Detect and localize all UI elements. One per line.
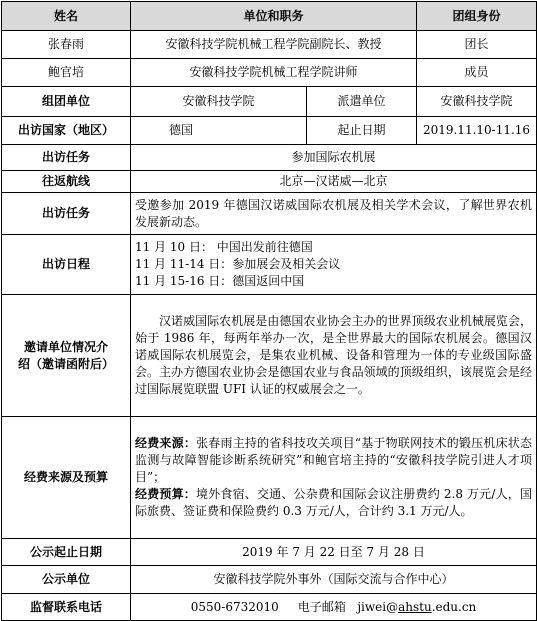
member-role: 团长 (417, 31, 537, 59)
dates-label: 起止日期 (307, 117, 417, 145)
dispatch-value: 安徽科技学院 (417, 87, 537, 117)
contact-content (131, 594, 537, 621)
funding-budget (135, 486, 532, 520)
contact-row (2, 594, 537, 621)
funding-budget-label: 经费预算： (135, 487, 196, 501)
publicity-unit-row (2, 566, 537, 594)
org-label: 组团单位 (2, 87, 131, 117)
country-value: 德国 (131, 117, 307, 145)
header-group-role: 团组身份 (417, 2, 537, 31)
member-row (2, 59, 537, 87)
invite-text (131, 295, 537, 417)
schedule-row (2, 235, 537, 295)
header-name: 姓名 (2, 2, 131, 31)
funding-source-text: 张春雨主持的省科技攻关项目“基于物联网技术的锻压机床状态监测与故障智能诊断系统研究”和鲍官培主持的“安徽科技学院引进人才项目”； (135, 436, 533, 484)
header-unit-title: 单位和职务 (131, 2, 417, 31)
delegation-info-table (1, 1, 537, 621)
task-detail-value: 受邀参加 2019 年德国汉诺威国际农机展及相关学术会议，了解世界农机发展新动态。 (131, 193, 537, 235)
funding-content (131, 417, 537, 539)
publicity-value: 2019 年 7 月 22 日至 7 月 28 日 (131, 539, 537, 566)
route-row (2, 171, 537, 193)
member-unit-title: 安徽科技学院机械工程学院副院长、教授 (131, 31, 417, 59)
route-label: 往返航线 (2, 171, 131, 193)
funding-source (135, 435, 532, 486)
org-value: 安徽科技学院 (131, 87, 307, 117)
funding-budget-text: 境外食宿、交通、公杂费和国际会议注册费约 2.8 万元/人，国际旅费、签证费和保险费约 0.3 万元/人，合计约 3.1 万元/人。 (135, 487, 533, 518)
task-detail-label: 出访任务 (2, 193, 131, 235)
contact-email[interactable] (357, 600, 476, 614)
member-row (2, 31, 537, 59)
publicity-unit-label: 公示单位 (2, 566, 131, 594)
member-name: 鲍官培 (2, 59, 131, 87)
country-label: 出访国家（地区） (2, 117, 131, 145)
contact-phone: 0550-6732010 (190, 599, 279, 614)
task-label: 出访任务 (2, 145, 131, 171)
member-unit-title: 安徽科技学院机械工程学院讲师 (131, 59, 417, 87)
invite-text-main: 汉诺威国际农机展是由德国农业协会主办的世界顶级农业机械展览会，始于 1986 年，每两年举办一次，是全世界最大的国际农机展会。德国汉诺威国际农机展览会，是集农业机械、设备和管理为一体的专业级国际盛会。主办方德国农业协会是德国农业与食品领域的顶级组织，该展览会是经过国际展览联盟 (135, 314, 533, 396)
invite-label (2, 295, 131, 417)
funding-row (2, 417, 537, 539)
schedule-content (131, 235, 537, 295)
invite-label-line: 邀请单位情况介 (23, 339, 108, 354)
invite-row (2, 295, 537, 417)
task-detail-row (2, 193, 537, 235)
schedule-label: 出访日程 (2, 235, 131, 295)
schedule-line: 11 月 10 日： 中国出发前往德国 (135, 240, 313, 254)
contact-email-label: 电子邮箱 (297, 599, 346, 614)
invite-text-end: 认证的权威展会之一。 (246, 382, 370, 396)
contact-label: 监督联系电话 (2, 594, 131, 621)
dispatch-label: 派遣单位 (307, 87, 417, 117)
funding-label: 经费来源及预算 (2, 417, 131, 539)
invite-text-ufi: UFI (222, 382, 247, 396)
dates-value: 2019.11.10-11.16 (417, 117, 537, 145)
member-name: 张春雨 (2, 31, 131, 59)
task-row (2, 145, 537, 171)
header-row (2, 2, 537, 31)
member-role: 成员 (417, 59, 537, 87)
schedule-line: 11 月 11-14 日：参加展会及相关会议 (135, 257, 341, 271)
publicity-unit-value: 安徽科技学院外事外（国际交流与合作中心） (131, 566, 537, 594)
invite-label-line: 绍（邀请函附后） (17, 356, 114, 371)
publicity-row (2, 539, 537, 566)
schedule-line: 11 月 15-16 日：德国返回中国 (135, 274, 305, 288)
email-domain: ahstu (398, 599, 432, 614)
publicity-label: 公示起止日期 (2, 539, 131, 566)
email-prefix: jiwei@ (357, 599, 399, 614)
funding-source-label: 经费来源： (135, 436, 197, 450)
task-value: 参加国际农机展 (131, 145, 537, 171)
country-row (2, 117, 537, 145)
route-value: 北京—汉诺威—北京 (131, 171, 537, 193)
email-suffix: .edu.cn (431, 599, 477, 614)
org-row (2, 87, 537, 117)
